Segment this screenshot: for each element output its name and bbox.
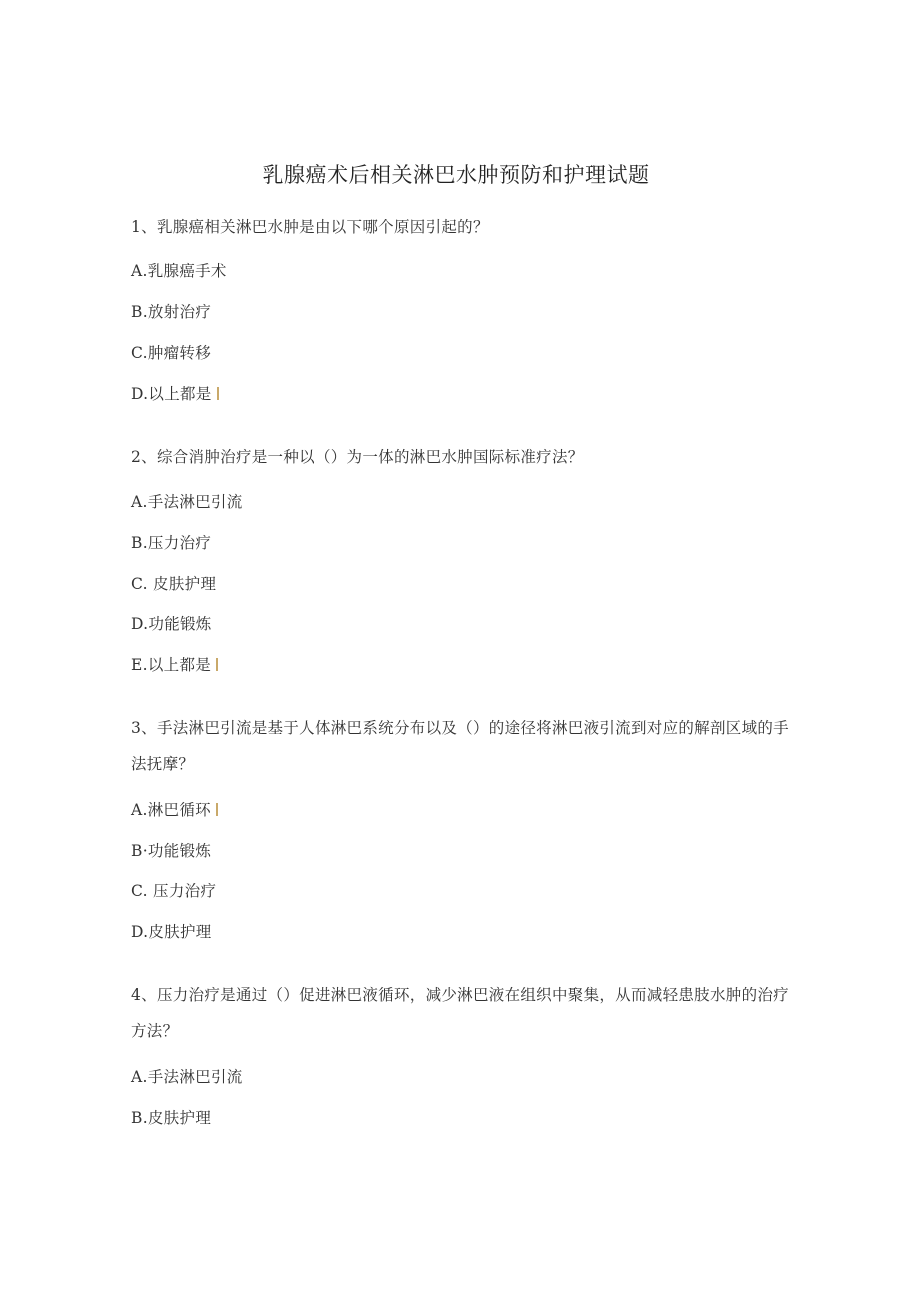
question-2-option-d: D.功能锻炼 — [131, 615, 212, 633]
question-3-option-c: C. 压力治疗 — [131, 882, 217, 900]
document-title: 乳腺癌术后相关淋巴水肿预防和护理试题 — [262, 163, 650, 187]
question-1-option-d: D.以上都是 — [131, 382, 219, 406]
question-4-text: 4、压力治疗是通过（）促进淋巴液循环，减少淋巴液在组织中聚集，从而减轻患肢水肿的治疗方法？ — [131, 986, 789, 1040]
answer-mark — [216, 658, 218, 671]
question-3-option-d: D.皮肤护理 — [131, 923, 212, 941]
question-3-text: 3、手法淋巴引流是基于人体淋巴系统分布以及（）的途径将淋巴液引流到对应的解剖区域的手法抚摩？ — [131, 719, 789, 773]
question-2-option-a: A.手法淋巴引流 — [131, 493, 243, 511]
answer-mark — [217, 387, 219, 400]
question-2-text: 2、综合消肿治疗是一种以（）为一体的淋巴水肿国际标准疗法？ — [131, 448, 584, 466]
question-2-option-e: E.以上都是 — [131, 653, 218, 677]
answer-mark — [216, 803, 218, 816]
question-1-option-b: B.放射治疗 — [131, 303, 212, 321]
question-2-option-b: B.压力治疗 — [131, 534, 212, 552]
question-3-option-a: A.淋巴循环 — [131, 798, 218, 822]
question-4-option-a: A.手法淋巴引流 — [131, 1068, 243, 1086]
question-4-option-b: B.皮肤护理 — [131, 1109, 212, 1127]
question-1-text: 1、乳腺癌相关淋巴水肿是由以下哪个原因引起的？ — [131, 218, 489, 236]
question-1-option-c: C.肿瘤转移 — [131, 344, 212, 362]
question-2-option-c: C. 皮肤护理 — [131, 575, 217, 593]
question-3-option-b: B·功能锻炼 — [131, 842, 212, 860]
question-1-option-a: A.乳腺癌手术 — [131, 262, 227, 280]
